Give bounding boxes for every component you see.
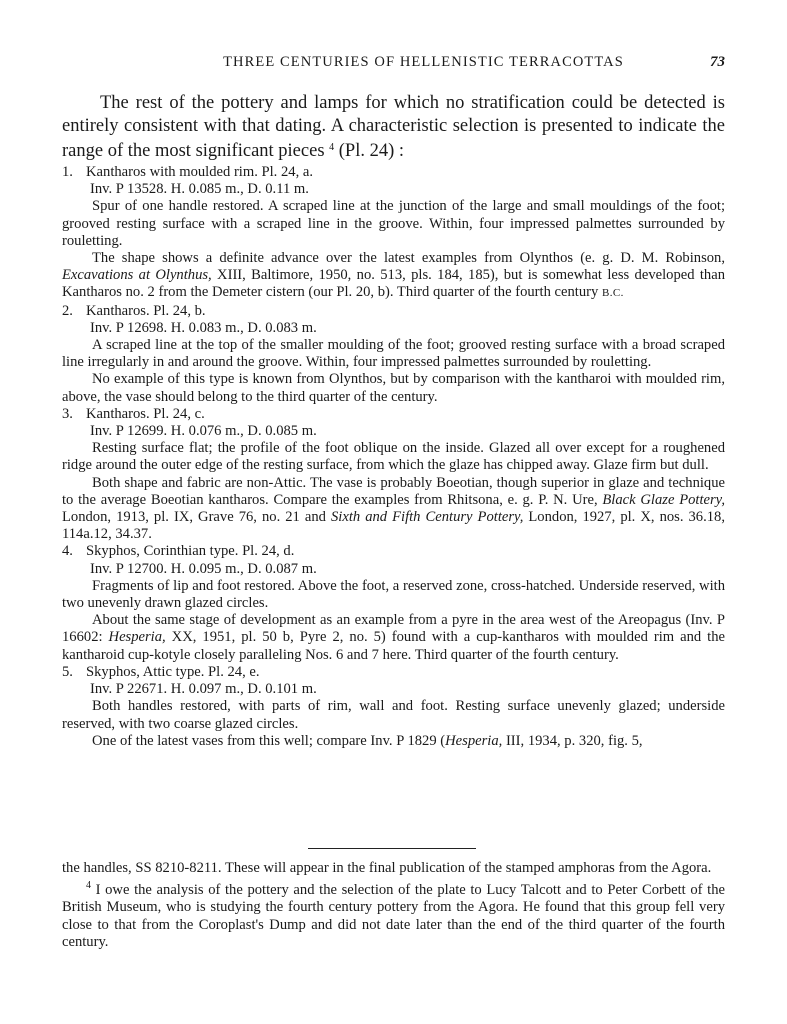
intro-paragraph bbox=[62, 92, 725, 163]
text-run: XX, 1951, pl. 50 b, Pyre 2, no. 5) found with a cup-kantharos with moulded rim and the kantharoid cup-kotyle closely paralleling Nos. 6 and 7 here. Third quarter of the fourth century. bbox=[62, 629, 726, 663]
entry-title: Kantharos. Pl. 24, b. bbox=[86, 302, 206, 319]
entry-number: 3. bbox=[62, 405, 73, 422]
text-run: London, 1913, pl. IX, Grave 76, no. 21 and bbox=[62, 509, 331, 526]
entry-discussion bbox=[62, 475, 725, 544]
running-title: THREE CENTURIES OF HELLENISTIC TERRACOTTAS bbox=[223, 54, 624, 70]
entry-inventory: Inv. P 12698. H. 0.083 m., D. 0.083 m. bbox=[90, 319, 317, 336]
text-run: III, 1934, p. 320, fig. 5, bbox=[502, 732, 643, 749]
footnote-4 bbox=[62, 877, 725, 951]
entry-discussion bbox=[62, 250, 725, 303]
entry-title: Skyphos, Attic type. Pl. 24, e. bbox=[86, 663, 260, 680]
text-run: XIII, Baltimore, 1950, no. 513, pls. 184, 185), but is somewhat less developed than Kantharos no. 2 from the Demeter cistern (our Pl. 20, b). Third quarter of the fourth century bbox=[62, 267, 725, 301]
entry-description: Resting surface flat; the profile of the foot oblique on the inside. Glazed all over except for a roughened ridge around the outer edge of the resting surface, from which the glaze has chipped away. Glaze firm but dull. bbox=[62, 440, 725, 474]
text-run: London, 1927, pl. X, nos. 36.18, 114a.12, 34.37. bbox=[62, 509, 725, 543]
entry-discussion bbox=[62, 733, 725, 750]
entry-inventory: Inv. P 12700. H. 0.095 m., D. 0.087 m. bbox=[90, 560, 317, 577]
italic-title: Excavations at Olynthus, bbox=[62, 267, 212, 284]
era-abbrev: B.C. bbox=[601, 287, 624, 300]
entry-discussion bbox=[62, 612, 725, 664]
text-run: Both shape and fabric are non-Attic. The vase is probably Boeotian, though superior in glaze and technique to the average Boeotian kantharos. Compare the examples from Rhitsona, e. g. P. N. Ure, bbox=[62, 474, 725, 508]
footnote-text: I owe the analysis of the pottery and the selection of the plate to Lucy Talcott and to Peter Corbett of the British Museum, who is studying the fourth century pottery from the Agora. He found that this group fell very close to that from the Coroplast's Dump and did not date later than the end of the third quarter of the fourth century. bbox=[62, 882, 725, 950]
footnote-continuation: the handles, SS 8210-8211. These will appear in the final publication of the stamped amphoras from the Agora. bbox=[62, 860, 712, 876]
entry-number: 2. bbox=[62, 302, 73, 319]
text-run: The shape shows a definite advance over the latest examples from Olynthos (e. g. D. M. Robinson, bbox=[92, 250, 725, 267]
footnote-ref-4: 4 bbox=[329, 142, 335, 153]
italic-title: Black Glaze Pottery, bbox=[602, 491, 725, 508]
italic-title: Sixth and Fifth Century Pottery, bbox=[330, 509, 524, 526]
entry-title: Skyphos, Corinthian type. Pl. 24, d. bbox=[86, 543, 295, 560]
footnotes bbox=[62, 860, 725, 951]
intro-text-part: The rest of the pottery and lamps for which no stratification could be detected is entirely consistent with that dating. A characteristic selection is presented to indicate the range of the most significant pieces bbox=[62, 93, 725, 161]
entry-number: 5. bbox=[62, 663, 73, 680]
italic-title: Hesperia, bbox=[108, 629, 166, 646]
entry-number: 4. bbox=[62, 543, 73, 560]
entry-heading bbox=[62, 406, 725, 423]
entry-description: Fragments of lip and foot restored. Above the foot, a reserved zone, cross-hatched. Underside reserved, with two unevenly drawn glazed circles. bbox=[62, 577, 725, 612]
entry-description: Spur of one handle restored. A scraped line at the junction of the large and small mouldings of the foot; grooved resting surface with a scraped line in the groove. Within, four impressed palmettes surrounded by rouletting. bbox=[62, 198, 725, 249]
entry-discussion: No example of this type is known from Olynthos, but by comparison with the kantharoi with moulded rim, above, the vase should belong to the third quarter of the century. bbox=[62, 371, 725, 405]
footnote-divider bbox=[308, 848, 476, 849]
italic-title: Hesperia, bbox=[445, 732, 503, 749]
entry-heading bbox=[62, 303, 725, 320]
page-number: 73 bbox=[710, 54, 725, 70]
entry-title: Kantharos with moulded rim. Pl. 24, a. bbox=[86, 164, 313, 180]
entry-heading bbox=[62, 164, 725, 181]
entry-number: 1. bbox=[62, 164, 73, 180]
running-head bbox=[62, 54, 725, 74]
entry-inventory: Inv. P 13528. H. 0.085 m., D. 0.11 m. bbox=[90, 181, 309, 198]
entry-description: A scraped line at the top of the smaller moulding of the foot; grooved resting surface with a broad scraped line irregularly in and around the groove. Within, four impressed palmettes surrounded by rouletting. bbox=[62, 337, 725, 371]
entry-inventory: Inv. P 22671. H. 0.097 m., D. 0.101 m. bbox=[90, 681, 317, 698]
entry-title: Kantharos. Pl. 24, c. bbox=[86, 405, 205, 422]
entry-heading bbox=[62, 543, 725, 560]
entry-heading bbox=[62, 664, 725, 681]
intro-text-end: (Pl. 24) : bbox=[334, 141, 405, 161]
entry-inventory: Inv. P 12699. H. 0.076 m., D. 0.085 m. bbox=[90, 423, 317, 440]
text-run: One of the latest vases from this well; compare Inv. P 1829 ( bbox=[92, 732, 446, 749]
footnote-marker: 4 bbox=[86, 880, 91, 892]
catalogue-entries bbox=[62, 164, 725, 750]
intro-text bbox=[62, 92, 725, 163]
text-run: About the same stage of development as an example from a pyre in the area west of the Areopagus (Inv. P 16602: bbox=[62, 612, 725, 646]
entry-description: Both handles restored, with parts of rim, wall and foot. Resting surface unevenly glazed; underside reserved, with two coarse glazed circles. bbox=[62, 698, 725, 732]
